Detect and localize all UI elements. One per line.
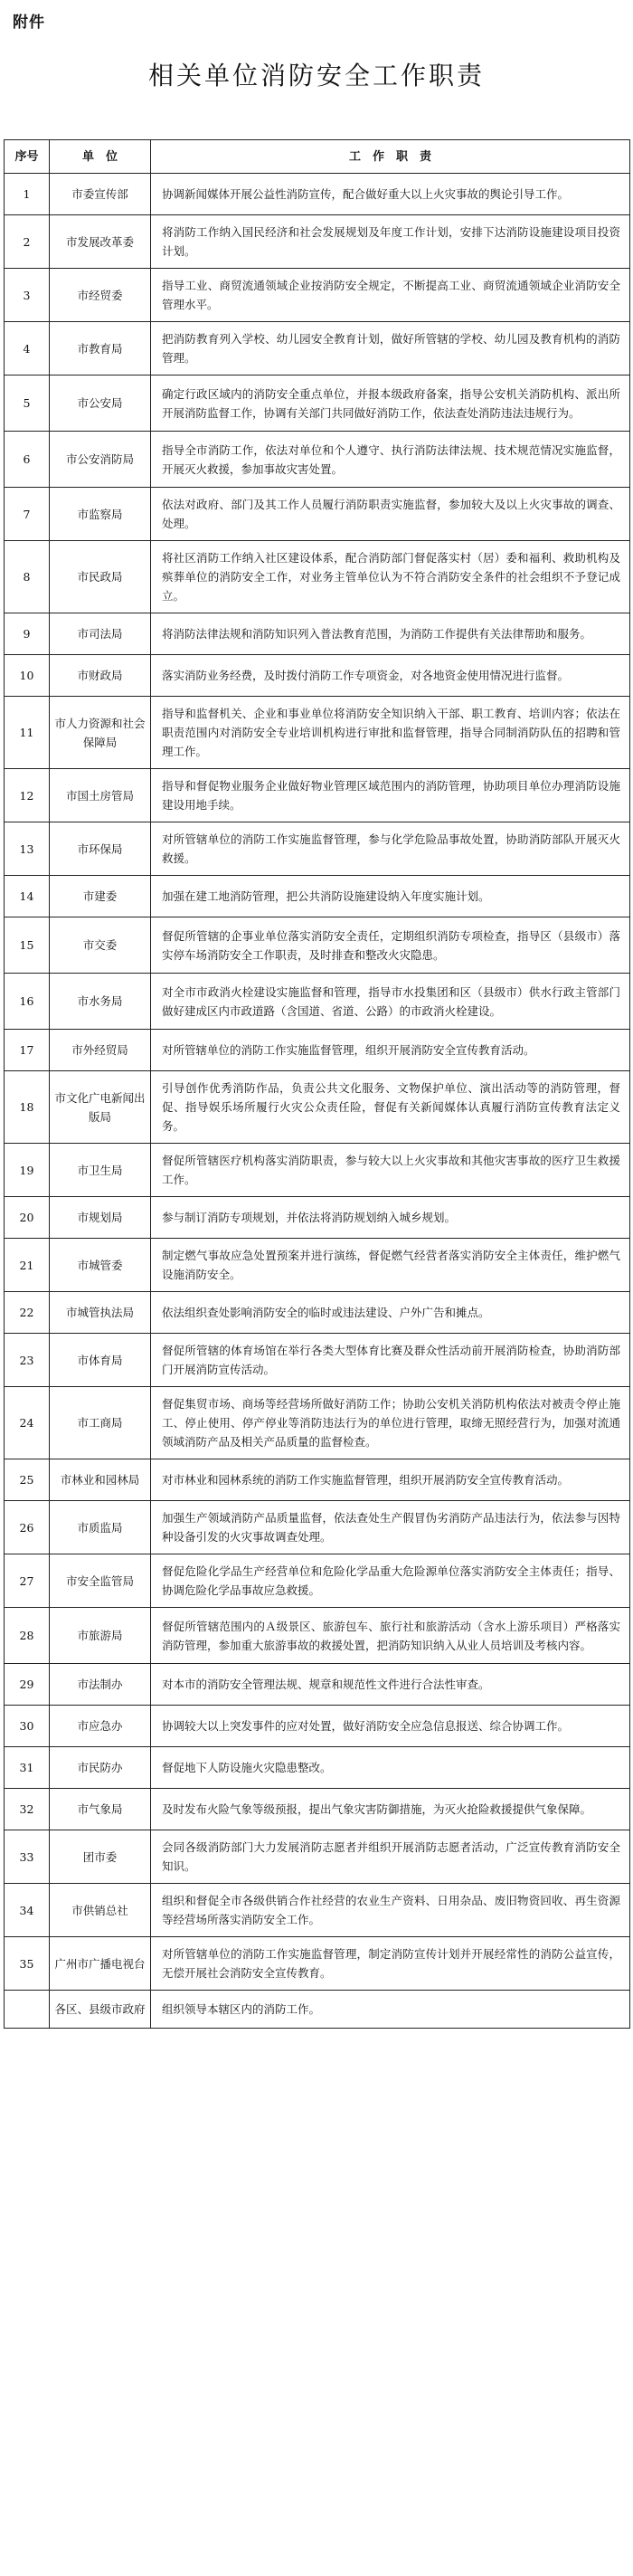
row-unit: 市外经贸局 [50, 1030, 151, 1071]
row-unit: 市人力资源和社会保障局 [50, 697, 151, 769]
row-unit: 市公安消防局 [50, 432, 151, 488]
table-row [5, 1501, 630, 1554]
row-unit: 市应急办 [50, 1706, 151, 1747]
row-number: 10 [5, 655, 50, 697]
row-duty: 督促所管辖医疗机构落实消防职责，参与较大以上火灾事故和其他灾害事故的医疗卫生救援工作。 [151, 1144, 630, 1197]
row-unit: 市委宣传部 [50, 174, 151, 215]
table-row [5, 917, 630, 974]
row-unit: 市卫生局 [50, 1144, 151, 1197]
row-duty: 加强在建工地消防管理，把公共消防设施建设纳入年度实施计划。 [151, 876, 630, 917]
row-duty: 指导全市消防工作，依法对单位和个人遵守、执行消防法律法规、技术规范情况实施监督，开展灭火救援，参加事故灾害处置。 [151, 432, 630, 488]
table-row [5, 488, 630, 541]
row-number: 25 [5, 1459, 50, 1501]
row-unit: 市规划局 [50, 1197, 151, 1239]
row-duty: 指导工业、商贸流通领域企业按消防安全规定，不断提高工业、商贸流通领域企业消防安全管理水平。 [151, 269, 630, 322]
row-number: 31 [5, 1747, 50, 1789]
row-duty: 组织和督促全市各级供销合作社经营的农业生产资料、日用杂品、废旧物资回收、再生资源等经营场所落实消防安全工作。 [151, 1884, 630, 1937]
row-duty: 对所管辖单位的消防工作实施监督管理，参与化学危险品事故处置，协助消防部队开展灭火救援。 [151, 822, 630, 876]
table-row [5, 269, 630, 322]
row-unit: 市环保局 [50, 822, 151, 876]
table-row [5, 655, 630, 697]
table-row [5, 1030, 630, 1071]
duty-table [4, 139, 630, 2029]
row-number: 5 [5, 375, 50, 432]
table-header-row [5, 140, 630, 174]
row-duty: 组织领导本辖区内的消防工作。 [151, 1991, 630, 2029]
table-row [5, 1197, 630, 1239]
row-duty: 督促所管辖范围内的Ａ级景区、旅游包车、旅行社和旅游活动（含水上游乐项目）严格落实消防管理，参加重大旅游事故的救援处置，把消防知识纳入从业人员培训及考核内容。 [151, 1608, 630, 1664]
row-number: 1 [5, 174, 50, 215]
row-duty: 把消防教育列入学校、幼儿园安全教育计划，做好所管辖的学校、幼儿园及教育机构的消防管理。 [151, 322, 630, 375]
row-duty: 加强生产领域消防产品质量监督，依法查处生产假冒伪劣消防产品违法行为，依法参与因特种设备引发的火灾事故调查处理。 [151, 1501, 630, 1554]
row-number: 15 [5, 917, 50, 974]
row-number: 28 [5, 1608, 50, 1664]
row-duty: 将社区消防工作纳入社区建设体系，配合消防部门督促落实村（居）委和福利、救助机构及殡葬单位的消防安全工作，对业务主管单位认为不符合消防安全条件的社会组织不予登记成立。 [151, 541, 630, 613]
row-unit: 市民政局 [50, 541, 151, 613]
row-number: 14 [5, 876, 50, 917]
row-unit: 市林业和园林局 [50, 1459, 151, 1501]
row-duty: 协调新闻媒体开展公益性消防宣传，配合做好重大以上火灾事故的舆论引导工作。 [151, 174, 630, 215]
row-number: 18 [5, 1071, 50, 1144]
table-row [5, 1387, 630, 1459]
row-number: 29 [5, 1664, 50, 1706]
row-number: 17 [5, 1030, 50, 1071]
row-unit: 市公安局 [50, 375, 151, 432]
table-row [5, 822, 630, 876]
row-unit: 市交委 [50, 917, 151, 974]
row-duty: 督促所管辖的体育场馆在举行各类大型体育比赛及群众性活动前开展消防检查，协助消防部门开展消防宣传活动。 [151, 1334, 630, 1387]
table-row [5, 541, 630, 613]
row-duty: 对本市的消防安全管理法规、规章和规范性文件进行合法性审查。 [151, 1664, 630, 1706]
header-duty: 工 作 职 责 [151, 140, 630, 174]
row-duty: 对全市市政消火栓建设实施监督和管理，指导市水投集团和区（县级市）供水行政主管部门做好建成区内市政道路（含国道、省道、公路）的市政消火栓建设。 [151, 974, 630, 1030]
row-number: 35 [5, 1937, 50, 1991]
row-number: 34 [5, 1884, 50, 1937]
row-duty: 督促危险化学品生产经营单位和危险化学品重大危险源单位落实消防安全主体责任；指导、协调危险化学品事故应急救援。 [151, 1554, 630, 1608]
attachment-label: 附件 [13, 14, 45, 32]
table-row [5, 1830, 630, 1884]
table-row [5, 697, 630, 769]
row-duty: 落实消防业务经费，及时拨付消防工作专项资金，对各地资金使用情况进行监督。 [151, 655, 630, 697]
row-unit: 各区、县级市政府 [50, 1991, 151, 2029]
table-row [5, 1608, 630, 1664]
row-unit: 市建委 [50, 876, 151, 917]
table-row [5, 1706, 630, 1747]
row-number: 32 [5, 1789, 50, 1830]
row-unit: 广州市广播电视台 [50, 1937, 151, 1991]
table-row [5, 1747, 630, 1789]
row-unit: 市供销总社 [50, 1884, 151, 1937]
row-unit: 团市委 [50, 1830, 151, 1884]
row-duty: 督促所管辖的企事业单位落实消防安全责任，定期组织消防专项检查，指导区（县级市）落实停车场消防安全工作职责，及时排查和整改火灾隐患。 [151, 917, 630, 974]
row-duty: 引导创作优秀消防作品，负责公共文化服务、文物保护单位、演出活动等的消防管理，督促、指导娱乐场所履行火灾公众责任险，督促有关新闻媒体认真履行消防宣传教育法定义务。 [151, 1071, 630, 1144]
row-number: 7 [5, 488, 50, 541]
row-unit: 市教育局 [50, 322, 151, 375]
row-duty: 督促集贸市场、商场等经营场所做好消防工作；协助公安机关消防机构依法对被责令停止施工、停止使用、停产停业等消防违法行为的单位进行管理，取缔无照经营行为，加强对流通领域消防产品及相关产品质量的监督检查。 [151, 1387, 630, 1459]
row-unit: 市安全监管局 [50, 1554, 151, 1608]
table-row [5, 1334, 630, 1387]
row-number: 33 [5, 1830, 50, 1884]
row-unit: 市质监局 [50, 1501, 151, 1554]
row-duty: 督促地下人防设施火灾隐患整改。 [151, 1747, 630, 1789]
row-unit: 市法制办 [50, 1664, 151, 1706]
table-row [5, 432, 630, 488]
row-number: 6 [5, 432, 50, 488]
table-row [5, 769, 630, 822]
row-unit: 市经贸委 [50, 269, 151, 322]
row-number: 8 [5, 541, 50, 613]
row-duty: 依法对政府、部门及其工作人员履行消防职责实施监督，参加较大及以上火灾事故的调查、处理。 [151, 488, 630, 541]
row-number: 9 [5, 613, 50, 655]
row-number: 16 [5, 974, 50, 1030]
row-unit: 市民防办 [50, 1747, 151, 1789]
table-row [5, 174, 630, 215]
row-unit: 市城管委 [50, 1239, 151, 1292]
row-duty: 确定行政区域内的消防安全重点单位，并报本级政府备案，指导公安机关消防机构、派出所开展消防监督工作，协调有关部门共同做好消防工作，依法查处消防违法违规行为。 [151, 375, 630, 432]
row-duty: 参与制订消防专项规划，并依法将消防规划纳入城乡规划。 [151, 1197, 630, 1239]
row-unit: 市司法局 [50, 613, 151, 655]
row-duty: 指导和监督机关、企业和事业单位将消防安全知识纳入干部、职工教育、培训内容；依法在职责范围内对消防安全专业培训机构进行审批和监督管理，指导合同制消防队伍的招聘和管理工作。 [151, 697, 630, 769]
row-number [5, 1991, 50, 2029]
row-unit: 市水务局 [50, 974, 151, 1030]
row-unit: 市体育局 [50, 1334, 151, 1387]
row-unit: 市气象局 [50, 1789, 151, 1830]
document-title: 相关单位消防安全工作职责 [147, 61, 485, 90]
row-duty: 将消防工作纳入国民经济和社会发展规划及年度工作计划，安排下达消防设施建设项目投资计划。 [151, 215, 630, 269]
row-duty: 及时发布火险气象等级预报，提出气象灾害防御措施，为灭火抢险救援提供气象保障。 [151, 1789, 630, 1830]
table-row [5, 613, 630, 655]
row-number: 19 [5, 1144, 50, 1197]
row-number: 12 [5, 769, 50, 822]
row-duty: 对市林业和园林系统的消防工作实施监督管理，组织开展消防安全宣传教育活动。 [151, 1459, 630, 1501]
row-unit: 市财政局 [50, 655, 151, 697]
table-row [5, 322, 630, 375]
row-duty: 对所管辖单位的消防工作实施监督管理，制定消防宣传计划并开展经常性的消防公益宣传，无偿开展社会消防安全宣传教育。 [151, 1937, 630, 1991]
row-unit: 市监察局 [50, 488, 151, 541]
row-duty: 对所管辖单位的消防工作实施监督管理，组织开展消防安全宣传教育活动。 [151, 1030, 630, 1071]
table-row [5, 1884, 630, 1937]
row-unit: 市文化广电新闻出版局 [50, 1071, 151, 1144]
row-number: 2 [5, 215, 50, 269]
table-row [5, 974, 630, 1030]
table-row [5, 1071, 630, 1144]
table-row [5, 215, 630, 269]
table-row [5, 1239, 630, 1292]
table-row [5, 876, 630, 917]
row-duty: 将消防法律法规和消防知识列入普法教育范围，为消防工作提供有关法律帮助和服务。 [151, 613, 630, 655]
row-unit: 市城管执法局 [50, 1292, 151, 1334]
row-number: 26 [5, 1501, 50, 1554]
table-row [5, 1664, 630, 1706]
row-unit: 市工商局 [50, 1387, 151, 1459]
table-row [5, 1292, 630, 1334]
table-row [5, 1937, 630, 1991]
row-duty: 会同各级消防部门大力发展消防志愿者并组织开展消防志愿者活动，广泛宣传教育消防安全知识。 [151, 1830, 630, 1884]
row-number: 4 [5, 322, 50, 375]
row-duty: 制定燃气事故应急处置预案并进行演练，督促燃气经营者落实消防安全主体责任，维护燃气设施消防安全。 [151, 1239, 630, 1292]
table-row [5, 1991, 630, 2029]
table-row [5, 1554, 630, 1608]
table-row [5, 375, 630, 432]
row-number: 27 [5, 1554, 50, 1608]
row-unit: 市旅游局 [50, 1608, 151, 1664]
row-number: 22 [5, 1292, 50, 1334]
table-row [5, 1144, 630, 1197]
row-unit: 市国土房管局 [50, 769, 151, 822]
table-row [5, 1459, 630, 1501]
row-duty: 协调较大以上突发事件的应对处置，做好消防安全应急信息报送、综合协调工作。 [151, 1706, 630, 1747]
row-number: 20 [5, 1197, 50, 1239]
row-unit: 市发展改革委 [50, 215, 151, 269]
row-number: 3 [5, 269, 50, 322]
row-number: 24 [5, 1387, 50, 1459]
header-no: 序号 [5, 140, 50, 174]
row-number: 11 [5, 697, 50, 769]
row-duty: 依法组织查处影响消防安全的临时或违法建设、户外广告和摊点。 [151, 1292, 630, 1334]
row-number: 13 [5, 822, 50, 876]
header-unit: 单 位 [50, 140, 151, 174]
row-number: 30 [5, 1706, 50, 1747]
table-row [5, 1789, 630, 1830]
row-duty: 指导和督促物业服务企业做好物业管理区域范围内的消防管理，协助项目单位办理消防设施建设用地手续。 [151, 769, 630, 822]
row-number: 23 [5, 1334, 50, 1387]
row-number: 21 [5, 1239, 50, 1292]
